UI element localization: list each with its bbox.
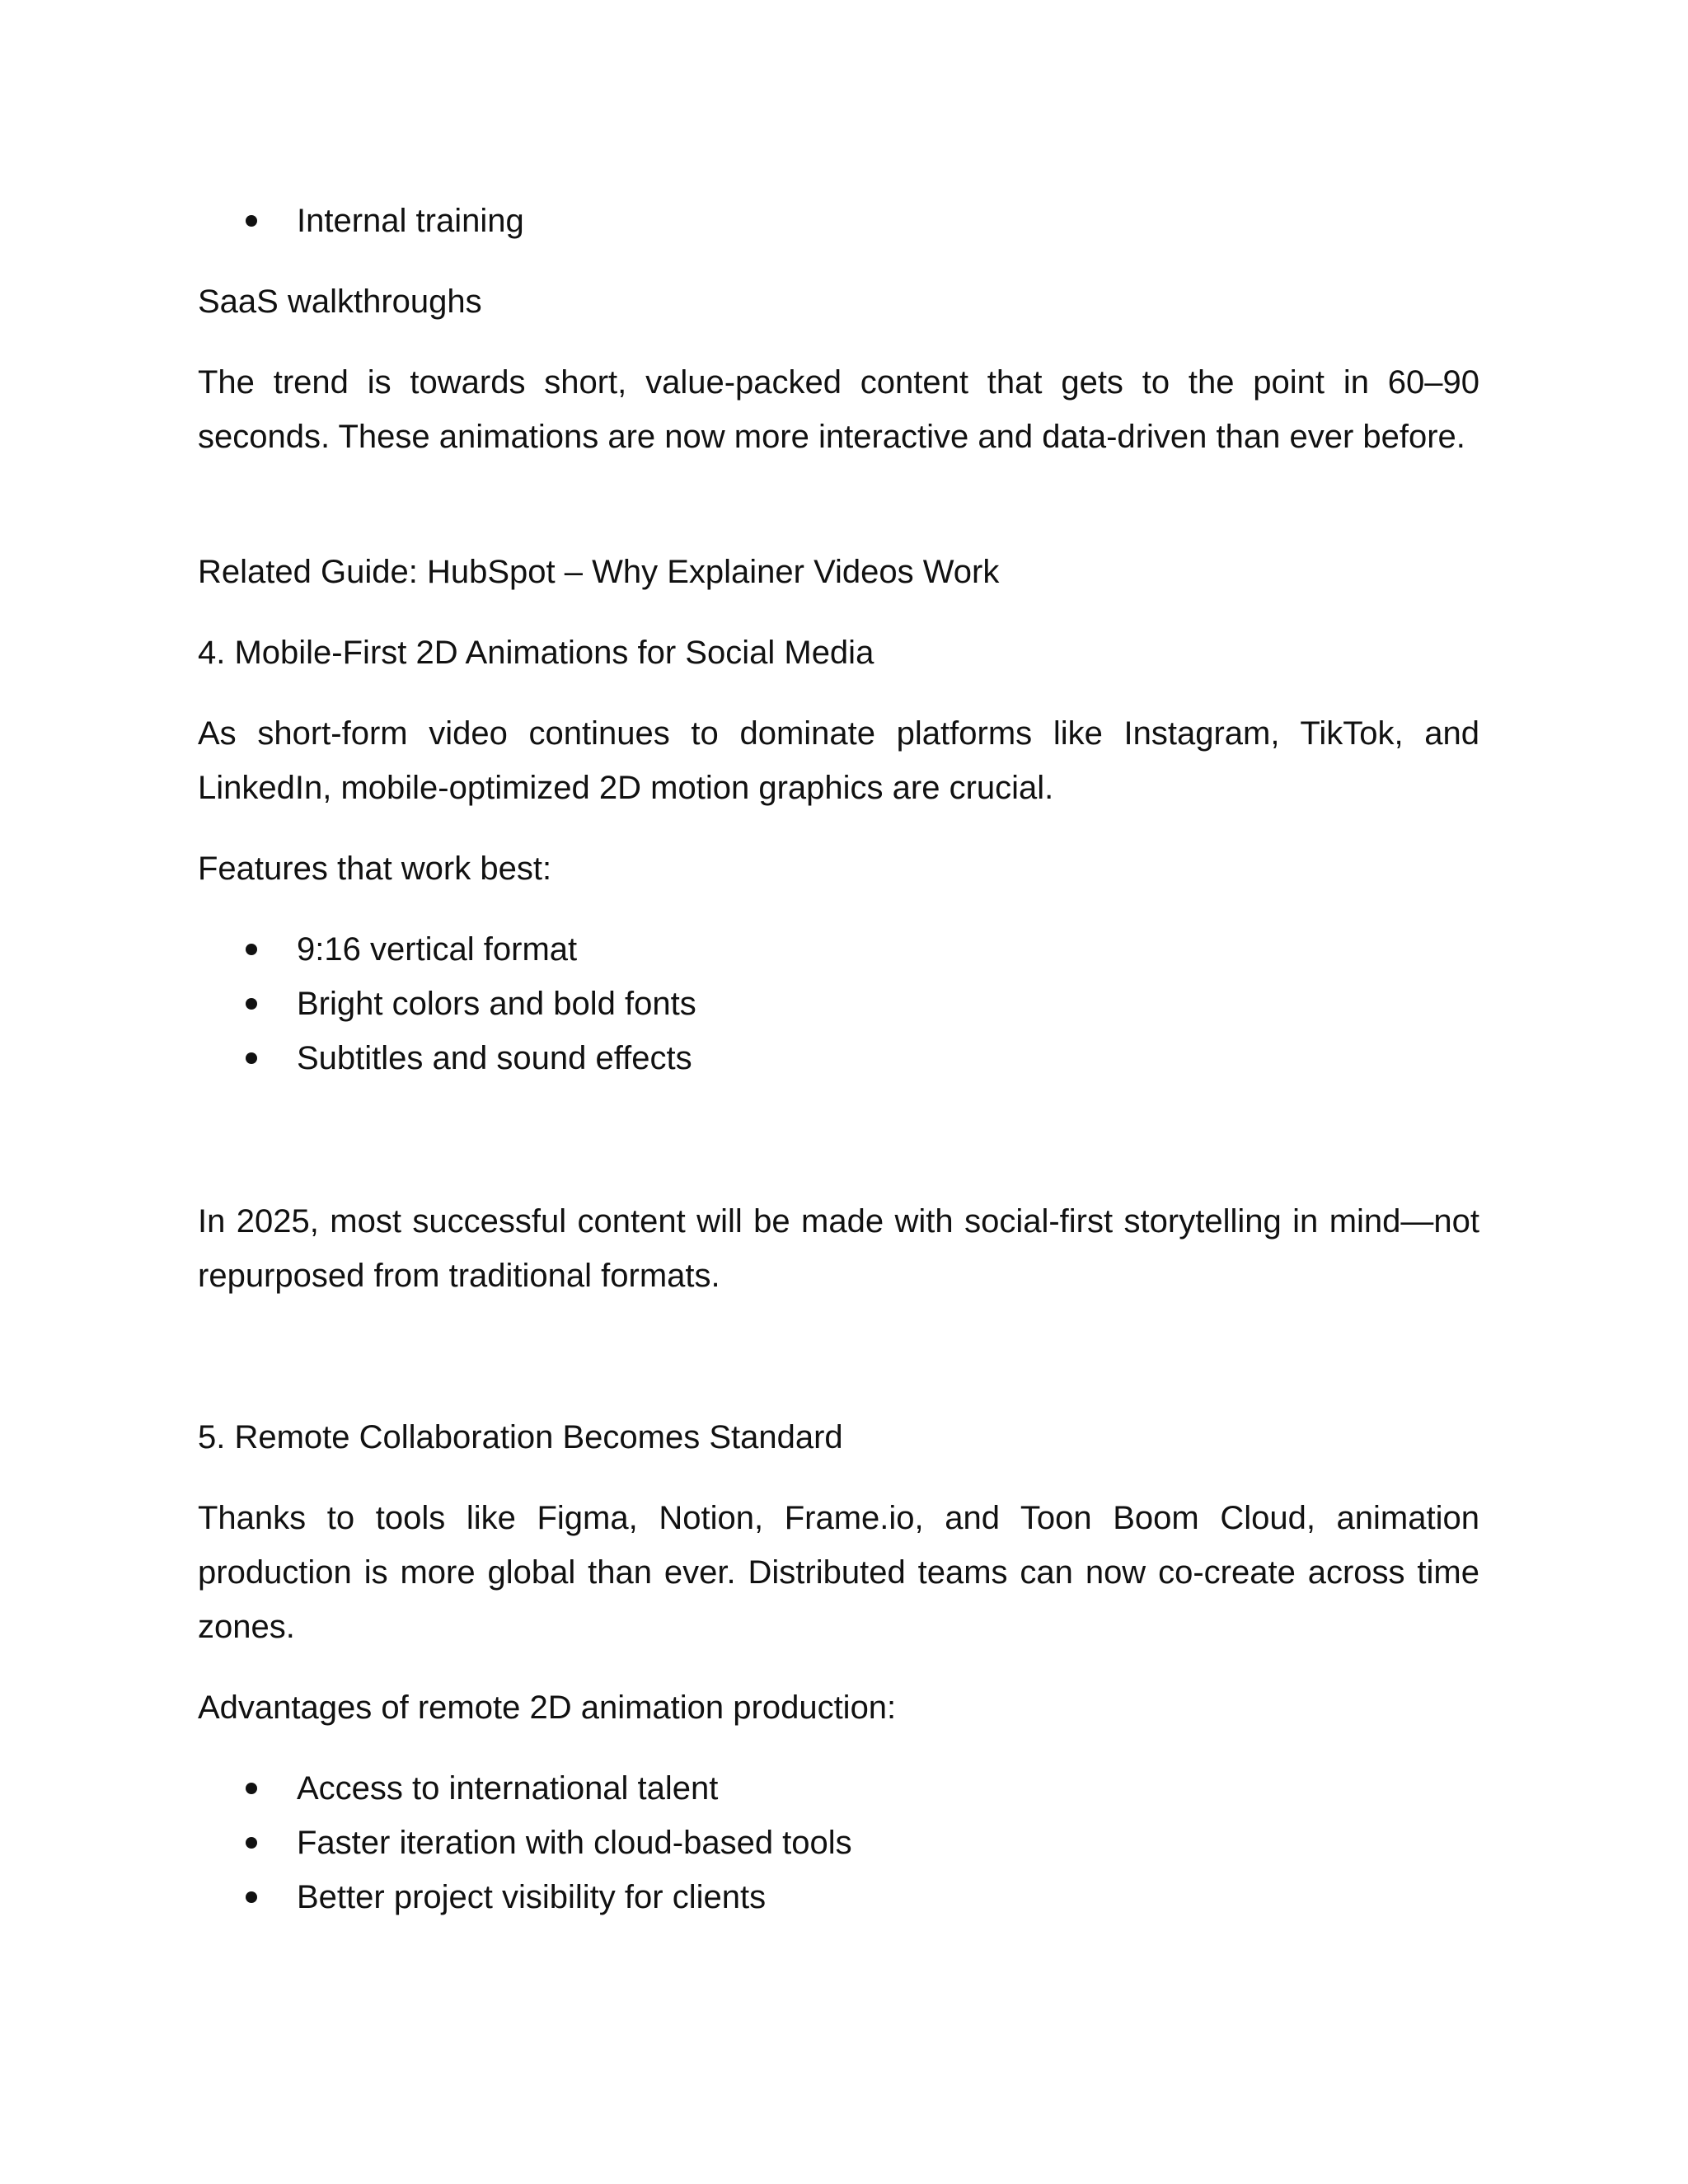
year-2025-paragraph: In 2025, most successful content will be made with social-first storytelling in mind—not repurposed from traditional formats. xyxy=(198,1203,1479,1294)
bullet-icon xyxy=(246,1837,257,1849)
advantages-list xyxy=(198,1761,1479,1924)
section-4-heading: 4. Mobile-First 2D Animations for Social Media xyxy=(198,635,874,671)
section-4-paragraph: As short-form video continues to dominate platforms like Instagram, TikTok, and LinkedIn, mobile-optimized 2D motion graphics are crucial. xyxy=(198,715,1479,806)
bullet-icon xyxy=(246,998,257,1010)
trend-paragraph: The trend is towards short, value-packed content that gets to the point in 60–90 seconds. These animations are now more interactive and data-driven than ever before. xyxy=(198,364,1479,455)
bullet-icon xyxy=(246,944,257,955)
saas-walkthroughs-text: SaaS walkthroughs xyxy=(198,284,482,320)
list-item-text: 9:16 vertical format xyxy=(297,931,578,968)
advantages-intro-text: Advantages of remote 2D animation production: xyxy=(198,1690,897,1726)
related-guide-text: Related Guide: HubSpot – Why Explainer Videos Work xyxy=(198,554,1000,590)
list-item xyxy=(198,1870,1479,1924)
list-item xyxy=(198,194,1479,248)
list-item xyxy=(198,1816,1479,1870)
section-5-heading: 5. Remote Collaboration Becomes Standard xyxy=(198,1419,843,1455)
section-5-paragraph: Thanks to tools like Figma, Notion, Frame.io, and Toon Boom Cloud, animation production is more global than ever. Distributed teams can now co-create across time zones. xyxy=(198,1500,1479,1645)
list-item-text: Faster iteration with cloud-based tools xyxy=(297,1825,852,1861)
bullet-icon xyxy=(246,1891,257,1903)
features-intro-text: Features that work best: xyxy=(198,851,552,887)
features-list xyxy=(198,922,1479,1085)
list-item xyxy=(198,922,1479,977)
bullet-icon xyxy=(246,1783,257,1794)
list-item xyxy=(198,1761,1479,1816)
list-item-text: Internal training xyxy=(297,203,524,239)
list-item-text: Better project visibility for clients xyxy=(297,1879,767,1915)
list-item xyxy=(198,1031,1479,1085)
bullet-icon xyxy=(246,215,257,227)
list-item-text: Bright colors and bold fonts xyxy=(297,986,696,1022)
list-item-text: Subtitles and sound effects xyxy=(297,1040,692,1076)
bullet-icon xyxy=(246,1052,257,1064)
bullet-list-top xyxy=(198,194,1479,248)
list-item-text: Access to international talent xyxy=(297,1770,719,1807)
list-item xyxy=(198,977,1479,1031)
